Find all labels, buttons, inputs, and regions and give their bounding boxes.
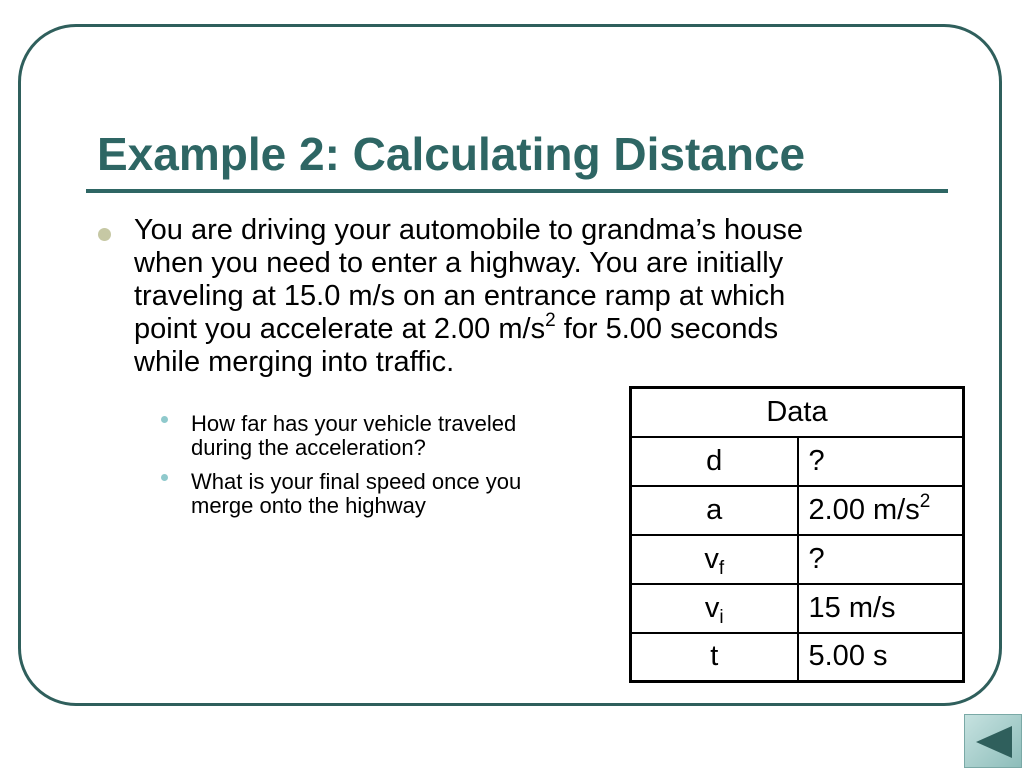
variable-subscript: i (719, 606, 724, 628)
sub-bullet-icon (161, 474, 168, 481)
table-header-row (631, 388, 964, 437)
sub-bullet-icon (161, 416, 168, 423)
sub-bullet-line: merge onto the highway (191, 493, 426, 518)
value-text: 15 m/s (808, 591, 896, 624)
previous-slide-button[interactable] (964, 714, 1022, 768)
bullet-line: when you need to enter a highway. You are initially (134, 247, 784, 279)
bullet-line: while merging into traffic. (134, 346, 455, 378)
previous-slide-icon (973, 723, 1015, 761)
bullet-line: for 5.00 seconds (555, 313, 779, 345)
value-text: ? (808, 444, 825, 477)
variable-symbol: a (706, 493, 723, 526)
bullet-line: traveling at 15.0 m/s on an entrance ramp at which (134, 280, 786, 312)
table-row (631, 633, 964, 682)
value-cell (798, 437, 964, 486)
value-text: 5.00 s (808, 640, 888, 673)
table-row (631, 437, 964, 486)
value-text: 2.00 m/s (808, 493, 920, 526)
data-table (629, 386, 965, 683)
variable-symbol: d (706, 444, 723, 477)
variable-symbol: t (710, 640, 719, 673)
table-header: Data (631, 388, 964, 437)
value-cell (798, 584, 964, 633)
bullet-line: point you accelerate at 2.00 m/s (134, 313, 546, 345)
sub-bullet-question-1 (191, 412, 611, 460)
main-bullet-text (134, 214, 944, 379)
variable-cell (631, 486, 798, 535)
value-cell (798, 633, 964, 682)
sub-bullet-line: How far has your vehicle traveled (191, 411, 517, 436)
variable-symbol: v (704, 542, 719, 575)
value-exponent: 2 (919, 490, 931, 512)
sub-bullet-line: during the acceleration? (191, 435, 426, 460)
variable-cell (631, 584, 798, 633)
variable-symbol: v (704, 591, 720, 624)
variable-cell (631, 437, 798, 486)
bullet-icon (98, 228, 111, 241)
table-row (631, 535, 964, 584)
value-text: ? (808, 542, 825, 575)
sub-bullet-question-2 (191, 470, 611, 518)
table-row (631, 584, 964, 633)
variable-subscript: f (718, 557, 725, 579)
exponent: 2 (545, 310, 556, 331)
value-cell (798, 486, 964, 535)
sub-bullet-line: What is your final speed once you (191, 469, 522, 494)
table-row (631, 486, 964, 535)
variable-cell (631, 535, 798, 584)
variable-cell (631, 633, 798, 682)
bullet-line: You are driving your automobile to grandma’s house (134, 214, 804, 246)
slide-title: Example 2: Calculating Distance (97, 128, 806, 180)
value-cell (798, 535, 964, 584)
title-underline (86, 189, 948, 193)
